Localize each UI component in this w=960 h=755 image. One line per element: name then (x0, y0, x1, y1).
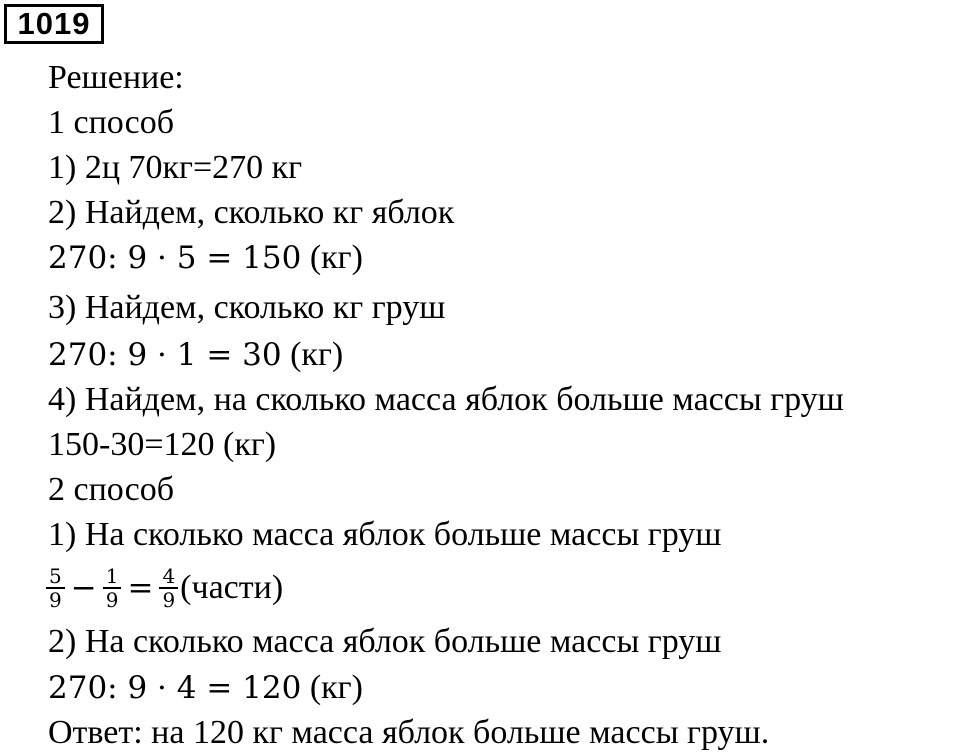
method-2-step-1-text: 1) На сколько масса яблок больше массы груш (48, 516, 722, 553)
method-1-heading: 1 способ (48, 104, 175, 141)
equation-expression: 270: 9 · 4 = 120 (48, 670, 302, 706)
step-2-text: 2) Найдем, сколько кг яблок (48, 194, 455, 231)
step-1-conversion: 1) 2ц 70кг=270 кг (48, 149, 303, 186)
equation-expression: 270: 9 · 5 = 150 (48, 240, 302, 276)
answer-line: Ответ: на 120 кг масса яблок больше массы груш. (48, 714, 770, 751)
fraction-equation (44, 556, 283, 616)
fraction-denominator: 9 (105, 588, 119, 613)
fraction-unit: (части) (180, 569, 284, 607)
fraction-denominator: 9 (49, 588, 62, 613)
method-2-step-2-text: 2) На сколько масса яблок больше массы груш (48, 623, 722, 660)
fraction-numerator: 1 (103, 565, 122, 589)
fraction-numerator: 4 (159, 565, 178, 589)
fraction (103, 565, 122, 611)
equation-unit: (кг) (281, 336, 344, 373)
minus-sign: − (70, 570, 97, 607)
step-3-equation (48, 335, 343, 375)
step-2-equation (48, 238, 363, 278)
problem-number: 1019 (4, 4, 104, 44)
equation-unit: (кг) (301, 669, 363, 706)
equation-unit: (кг) (301, 239, 363, 276)
fraction (46, 565, 65, 611)
method-2-heading: 2 способ (48, 471, 175, 508)
fraction (159, 565, 178, 611)
step-4-text: 4) Найдем, на сколько масса яблок больше массы груш (48, 381, 844, 418)
equals-sign: = (127, 570, 154, 607)
solution-heading: Решение: (48, 59, 184, 96)
equation-expression: 270: 9 · 1 = 30 (48, 337, 282, 373)
fraction-numerator: 5 (46, 565, 65, 589)
step-4-equation: 150-30=120 (кг) (48, 426, 277, 463)
fraction-denominator: 9 (162, 588, 176, 613)
step-3-text: 3) Найдем, сколько кг груш (48, 289, 446, 326)
method-2-step-2-equation (48, 668, 363, 708)
